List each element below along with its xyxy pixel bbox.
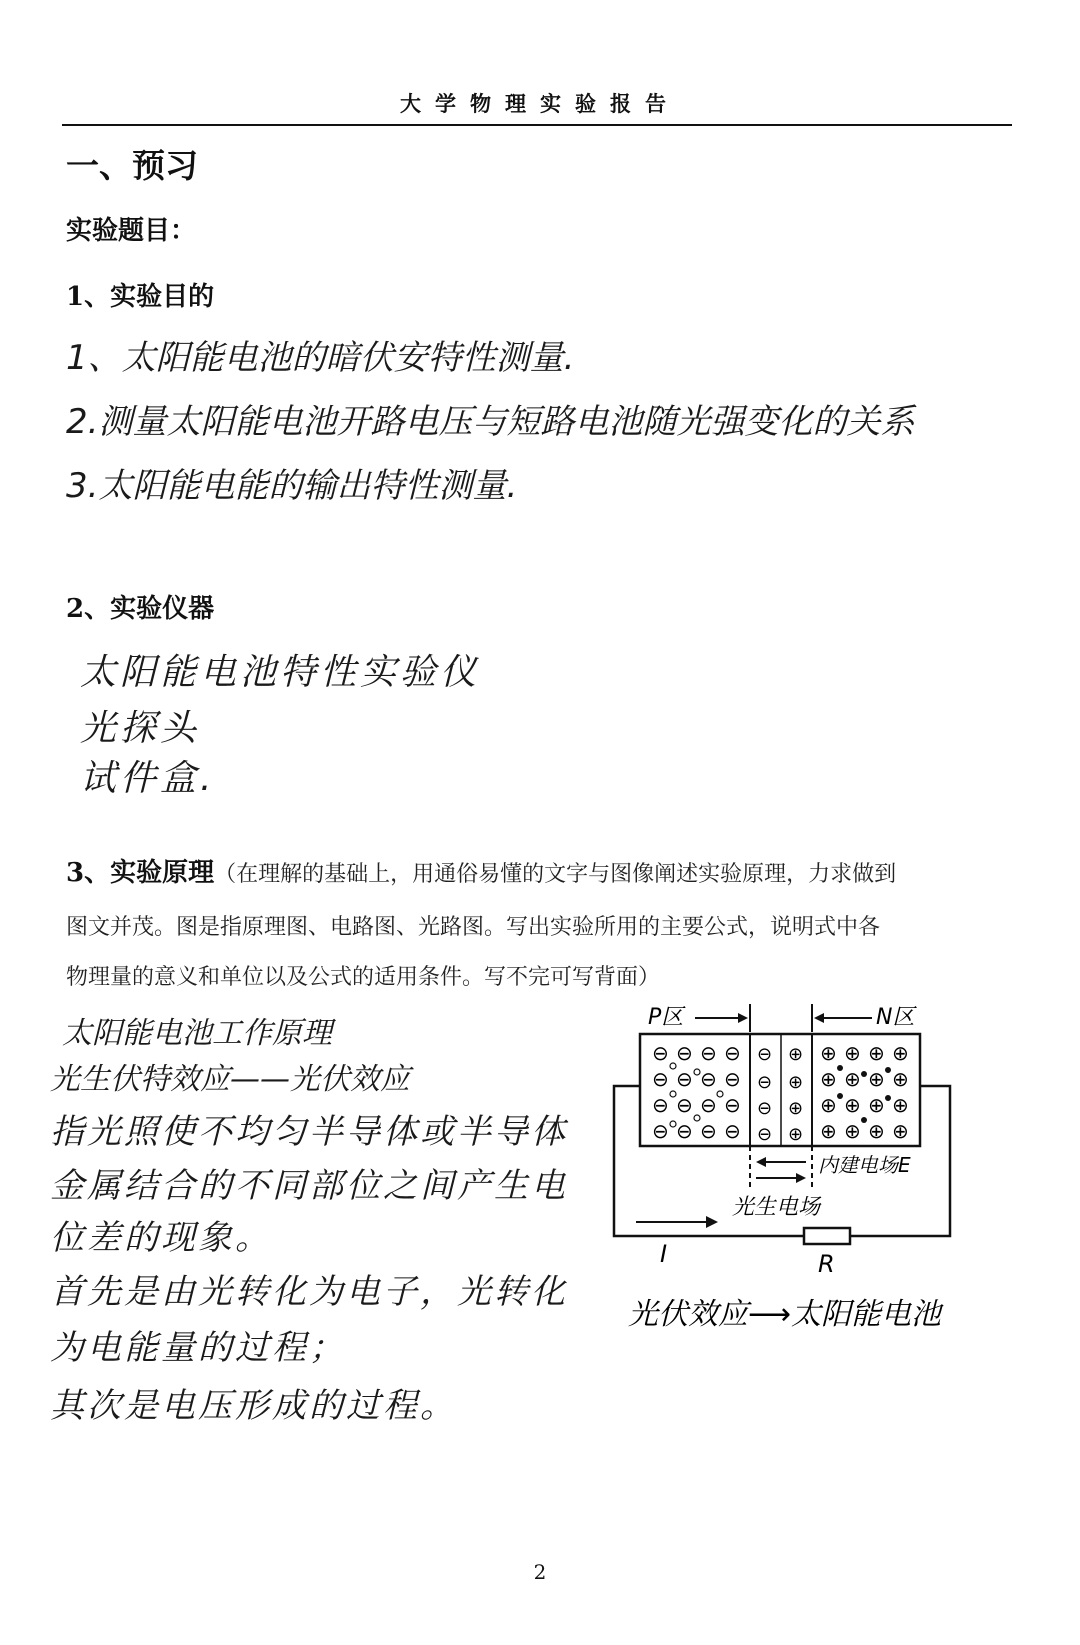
positive-carrier: ⊕ bbox=[844, 1067, 861, 1091]
p-region-label: P区 bbox=[648, 1005, 684, 1030]
positive-carrier: ⊕ bbox=[844, 1041, 861, 1065]
negative-carrier: ⊖ bbox=[676, 1093, 693, 1117]
principle-text-line: 为电能量的过程； bbox=[50, 1328, 346, 1368]
principle-text-line: 金属结合的不同部位之间产生电 bbox=[50, 1166, 568, 1206]
hole-dot bbox=[694, 1115, 700, 1121]
hole-dot bbox=[717, 1091, 723, 1097]
negative-carrier: ⊖ bbox=[676, 1067, 693, 1091]
negative-carrier: ⊖ bbox=[652, 1041, 669, 1065]
hole-dot bbox=[670, 1063, 676, 1069]
p-region-arrowhead bbox=[738, 1013, 748, 1023]
section-title: 一、预习 bbox=[66, 146, 198, 185]
positive-carrier: ⊕ bbox=[868, 1119, 885, 1143]
instruments-heading: 2、实验仪器 bbox=[66, 594, 215, 624]
principle-text-line: 光生伏特效应——光伏效应 bbox=[50, 1062, 410, 1097]
negative-carrier: ⊖ bbox=[652, 1093, 669, 1117]
negative-carrier: ⊖ bbox=[676, 1119, 693, 1143]
negative-carrier: ⊖ bbox=[724, 1119, 741, 1143]
positive-ion: ⊕ bbox=[788, 1124, 804, 1145]
positive-carrier: ⊕ bbox=[868, 1093, 885, 1117]
positive-ion: ⊕ bbox=[788, 1044, 804, 1065]
header-divider bbox=[62, 124, 1012, 126]
instrument-item: 光探头 bbox=[80, 708, 201, 749]
principle-text-line: 指光照使不均匀半导体或半导体 bbox=[50, 1112, 568, 1152]
positive-carrier: ⊕ bbox=[820, 1093, 837, 1117]
negative-ion: ⊖ bbox=[757, 1098, 773, 1119]
positive-carrier: ⊕ bbox=[820, 1067, 837, 1091]
experiment-topic-label: 实验题目： bbox=[66, 216, 197, 246]
report-header-title: 大学物理实验报告 bbox=[400, 91, 680, 116]
diagram-caption: 光伏效应⟶太阳能电池 bbox=[628, 1297, 942, 1332]
negative-carrier: ⊖ bbox=[700, 1041, 717, 1065]
instrument-item: 试件盒. bbox=[80, 758, 216, 799]
principle-note-line: 图文并茂。图是指原理图、电路图、光路图。写出实验所用的主要公式，说明式中各 bbox=[66, 915, 881, 940]
electron-dot bbox=[861, 1117, 867, 1123]
negative-carrier: ⊖ bbox=[652, 1119, 669, 1143]
principle-heading: 3、实验原理 bbox=[66, 858, 215, 888]
positive-ion: ⊕ bbox=[788, 1072, 804, 1093]
depletion-ions bbox=[757, 1044, 803, 1145]
positive-carrier: ⊕ bbox=[892, 1093, 909, 1117]
resistor bbox=[804, 1228, 850, 1244]
principle-text-line: 其次是电压形成的过程。 bbox=[50, 1386, 457, 1426]
positive-carrier: ⊕ bbox=[892, 1119, 909, 1143]
negative-carrier: ⊖ bbox=[700, 1119, 717, 1143]
negative-carrier: ⊖ bbox=[676, 1041, 693, 1065]
negative-ion: ⊖ bbox=[757, 1044, 773, 1065]
current-arrowhead bbox=[706, 1216, 718, 1228]
purpose-item: 1、太阳能电池的暗伏安特性测量. bbox=[66, 338, 575, 378]
n-region-arrowhead bbox=[814, 1013, 824, 1023]
principle-heading-line bbox=[66, 852, 896, 889]
principle-note-line: 物理量的意义和单位以及公式的适用条件。写不完可写背面） bbox=[66, 965, 661, 990]
page-number: 2 bbox=[533, 1560, 547, 1584]
instrument-item: 太阳能电池特性实验仪 bbox=[80, 652, 481, 693]
positive-carrier: ⊕ bbox=[844, 1093, 861, 1117]
positive-ion: ⊕ bbox=[788, 1098, 804, 1119]
negative-ion: ⊖ bbox=[757, 1072, 773, 1093]
negative-carrier: ⊖ bbox=[700, 1067, 717, 1091]
negative-carrier: ⊖ bbox=[652, 1067, 669, 1091]
positive-carrier: ⊕ bbox=[892, 1067, 909, 1091]
purpose-item: 2.测量太阳能电池开路电压与短路电池随光强变化的关系 bbox=[66, 402, 915, 442]
resistor-label: R bbox=[818, 1250, 835, 1278]
current-label: I bbox=[660, 1240, 668, 1268]
negative-ion: ⊖ bbox=[757, 1124, 773, 1145]
positive-carrier: ⊕ bbox=[844, 1119, 861, 1143]
principle-text-line: 首先是由光转化为电子，光转化 bbox=[50, 1272, 568, 1312]
positive-carrier: ⊕ bbox=[820, 1041, 837, 1065]
n-region-label: N区 bbox=[876, 1005, 915, 1030]
negative-carrier: ⊖ bbox=[724, 1093, 741, 1117]
negative-carrier: ⊖ bbox=[724, 1041, 741, 1065]
positive-carrier: ⊕ bbox=[820, 1119, 837, 1143]
electron-dot bbox=[837, 1093, 843, 1099]
purpose-heading: 1、实验目的 bbox=[66, 282, 215, 312]
negative-carrier: ⊖ bbox=[700, 1093, 717, 1117]
principle-text-line: 太阳能电池工作原理 bbox=[62, 1016, 332, 1051]
electron-dot bbox=[861, 1071, 867, 1077]
built-in-field-arrowhead bbox=[756, 1157, 766, 1167]
negative-carrier: ⊖ bbox=[724, 1067, 741, 1091]
photo-field-arrowhead bbox=[796, 1173, 806, 1183]
pn-junction-diagram bbox=[600, 990, 1020, 1350]
electron-dot bbox=[885, 1067, 891, 1073]
p-region-carriers bbox=[652, 1041, 741, 1143]
purpose-item: 3.太阳能电能的输出特性测量. bbox=[66, 466, 518, 506]
n-region-carriers bbox=[820, 1041, 909, 1143]
positive-carrier: ⊕ bbox=[868, 1067, 885, 1091]
positive-carrier: ⊕ bbox=[892, 1041, 909, 1065]
photo-field-label: 光生电场 bbox=[732, 1195, 821, 1220]
principle-note-line: （在理解的基础上，用通俗易懂的文字与图像阐述实验原理，力求做到 bbox=[214, 862, 897, 887]
principle-text-line: 位差的现象。 bbox=[50, 1218, 272, 1258]
electron-dot bbox=[885, 1095, 891, 1101]
positive-carrier: ⊕ bbox=[868, 1041, 885, 1065]
electron-dot bbox=[837, 1065, 843, 1071]
built-in-field-label: 内建电场E bbox=[818, 1153, 911, 1177]
